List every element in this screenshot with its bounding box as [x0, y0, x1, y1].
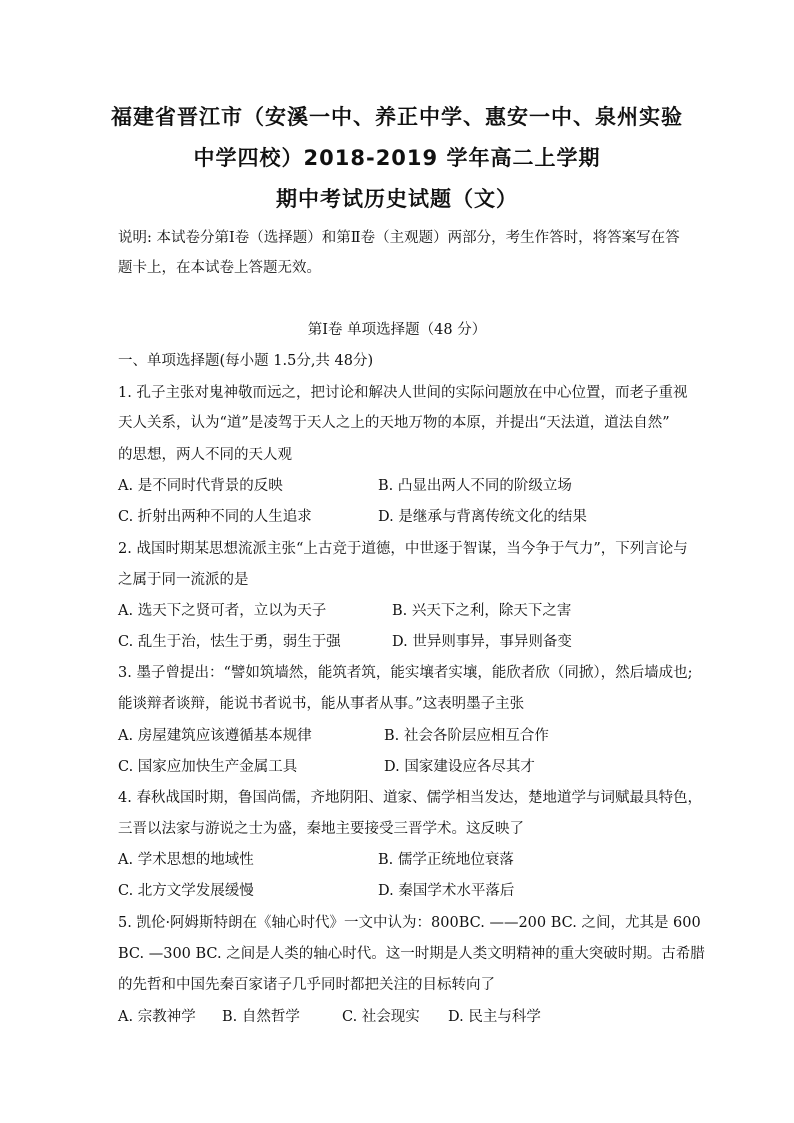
- exam-title-line-2: 中学四校）2018-2019 学年高二上学期: [193, 146, 601, 170]
- question-3-option-b: B. 社会各阶层应相互合作: [384, 728, 549, 744]
- exam-title-line-3: 期中考试历史试题（文）: [276, 187, 518, 211]
- instructions-line-2: 题卡上，在本试卷上答题无效。: [118, 260, 321, 276]
- question-2-option-d: D. 世异则事异，事异则备变: [392, 634, 572, 650]
- question-1-option-d: D. 是继承与背离传统文化的结果: [378, 509, 587, 525]
- question-5-stem-line-3: 的先哲和中国先秦百家诸子几乎同时都把关注的目标转向了: [118, 977, 495, 993]
- question-1-stem-line-3: 的思想，两人不同的天人观: [118, 447, 292, 463]
- question-4-option-a: A. 学术思想的地域性: [118, 852, 254, 868]
- question-4-option-c: C. 北方文学发展缓慢: [118, 883, 254, 899]
- question-4-stem-line-2: 三晋以法家与游说之士为盛，秦地主要接受三晋学术。这反映了: [118, 821, 524, 837]
- question-2-stem-line-2: 之属于同一流派的是: [118, 572, 249, 588]
- question-2-option-b: B. 兴天下之利，除天下之害: [392, 603, 572, 619]
- question-3-option-c: C. 国家应加快生产金属工具: [118, 759, 298, 775]
- question-5-option-d: D. 民主与科学: [448, 1009, 541, 1025]
- question-1-option-c: C. 折射出两种不同的人生追求: [118, 509, 312, 525]
- question-1-stem-line-2: 天人关系，认为“道”是凌驾于天人之上的天地万物的本原，并提出“天法道，道法自然”: [118, 415, 670, 431]
- instructions-line-1: 说明: 本试卷分第Ⅰ卷（选择题）和第Ⅱ卷（主观题）两部分，考生作答时，将答案写在答: [118, 230, 680, 246]
- question-3-option-a: A. 房屋建筑应该遵循基本规律: [118, 728, 312, 744]
- question-5-option-c: C. 社会现实: [342, 1009, 420, 1025]
- question-3-stem-line-2: 能谈辩者谈辩，能说书者说书，能从事者从事。”这表明墨子主张: [118, 696, 525, 712]
- question-2-stem-line-1: 2. 战国时期某思想流派主张“上古竞于道德，中世逐于智谋，当今争于气力”，下列言论与: [118, 541, 688, 557]
- question-4-stem-line-1: 4. 春秋战国时期，鲁国尚儒，齐地阴阳、道家、儒学相当发达，楚地道学与词赋最具特色，: [118, 790, 702, 806]
- question-1-option-b: B. 凸显出两人不同的阶级立场: [378, 478, 572, 494]
- exam-title-line-1: 福建省晋江市（安溪一中、养正中学、惠安一中、泉州实验: [111, 105, 683, 129]
- question-3-option-d: D. 国家建设应各尽其才: [384, 759, 535, 775]
- question-2-option-a: A. 选天下之贤可者，立以为天子: [118, 603, 327, 619]
- question-5-stem-line-1: 5. 凯伦·阿姆斯特朗在《轴心时代》一文中认为：800BC. ——200 BC. 之间，尤其是 600: [118, 915, 701, 931]
- question-1-stem-line-1: 1. 孔子主张对鬼神敬而远之，把讨论和解决人世间的实际问题放在中心位置，而老子重视: [118, 385, 688, 401]
- question-4-option-d: D. 秦国学术水平落后: [378, 883, 515, 899]
- question-5-stem-line-2: BC. —300 BC. 之间是人类的轴心时代。这一时期是人类文明精神的重大突破时期。古希腊: [118, 946, 705, 962]
- section-subheading: 一、单项选择题(每小题 1.5分,共 48分): [118, 353, 374, 369]
- question-5-option-a: A. 宗教神学: [118, 1009, 196, 1025]
- section-heading: 第Ⅰ卷 单项选择题（48 分）: [307, 322, 487, 338]
- question-2-option-c: C. 乱生于治，怯生于勇，弱生于强: [118, 634, 341, 650]
- question-4-option-b: B. 儒学正统地位衰落: [378, 852, 514, 868]
- question-3-stem-line-1: 3. 墨子曾提出：“譬如筑墙然，能筑者筑，能实壤者实壤，能欣者欣（同掀），然后墙成也;: [118, 665, 693, 681]
- question-5-option-b: B. 自然哲学: [222, 1009, 300, 1025]
- question-1-option-a: A. 是不同时代背景的反映: [118, 478, 283, 494]
